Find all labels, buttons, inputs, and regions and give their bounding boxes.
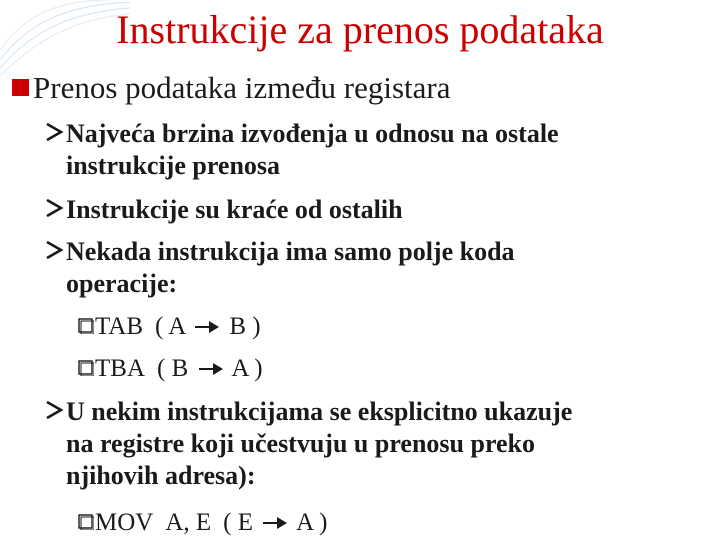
sub-point-4 [44,396,704,492]
right-arrow-icon [261,514,289,532]
instruction-tab-close: B ) [229,313,261,340]
arrow-bullet-icon [44,400,64,420]
instruction-tba [78,354,263,384]
instruction-mov-op: MOV [95,509,154,536]
checkbox-bullet-icon [78,360,94,376]
instruction-tab [78,312,261,342]
sub-point-4-line-2: na registre koji učestvuju u prenosu preko [66,429,536,458]
main-bullet-text: Prenos podataka između registara [33,70,451,105]
sub-point-3 [44,236,704,300]
instruction-tab-open: ( A [155,313,185,340]
instruction-mov-open: ( E [223,509,254,536]
right-arrow-icon [197,360,225,378]
sub-point-1-line-2: instrukcije prenosa [66,151,281,180]
checkbox-bullet-icon [78,514,94,530]
instruction-tba-close: A ) [231,355,263,382]
sub-point-2 [44,194,704,226]
slide-title: Instrukcije za prenos podataka [116,7,604,52]
sub-point-3-line-2: operacije: [66,269,178,298]
instruction-mov [78,508,327,538]
instruction-tab-op: TAB [95,313,143,340]
instruction-tba-op: TBA [95,355,145,382]
arrow-bullet-icon [44,240,64,260]
sub-point-1-line-1: Najveća brzina izvođenja u odnosu na ostale [66,119,559,148]
right-arrow-icon [193,318,221,336]
sub-point-4-line-3: njihovih adresa): [66,461,256,490]
sub-point-2-line-1: Instrukcije su kraće od ostalih [66,195,403,224]
sub-point-1 [44,118,704,182]
sub-point-3-line-1: Nekada instrukcija ima samo polje koda [66,237,515,266]
arrow-bullet-icon [44,122,64,142]
arrow-bullet-icon [44,198,64,218]
sub-point-4-line-1: U nekim instrukcijama se eksplicitno ukazuje [66,397,573,426]
instruction-tba-open: ( B [157,355,189,382]
square-bullet-icon [12,79,29,96]
instruction-mov-close: A ) [296,509,328,536]
checkbox-bullet-icon [78,318,94,334]
instruction-mov-operands: A, E [165,509,212,536]
main-bullet [12,70,451,106]
